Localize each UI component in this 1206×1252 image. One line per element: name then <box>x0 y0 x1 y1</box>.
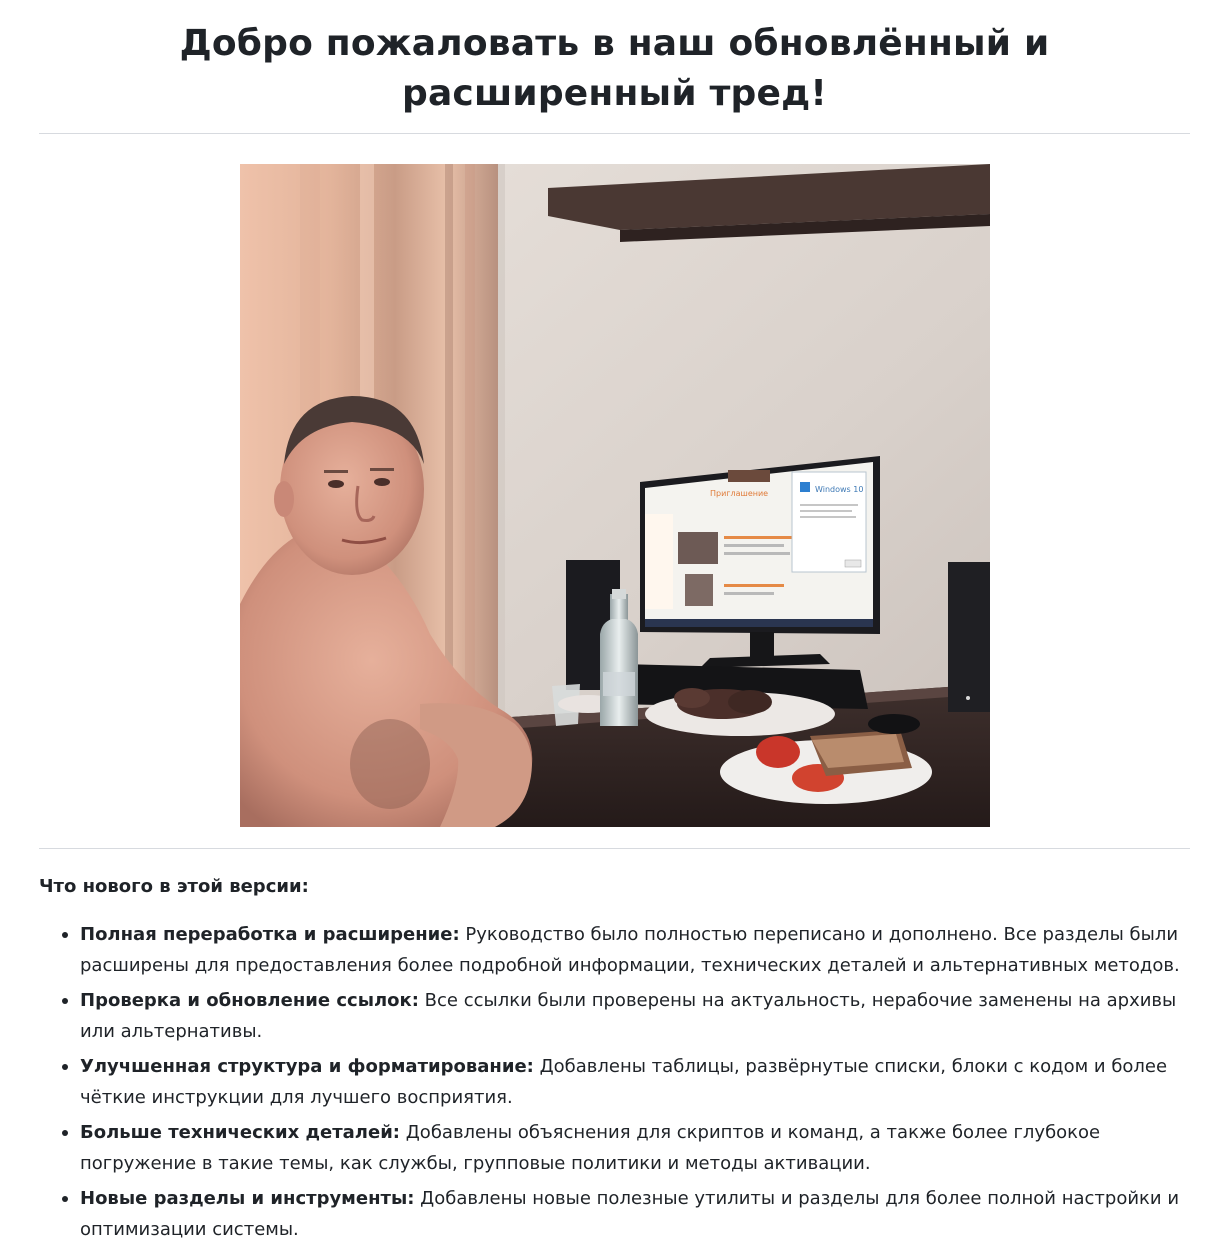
list-item-lead: Больше технических деталей: <box>80 1122 401 1143</box>
list-item <box>80 1117 1190 1179</box>
divider-top <box>39 133 1190 134</box>
list-item-lead: Новые разделы и инструменты: <box>80 1188 415 1209</box>
divider-middle <box>39 848 1190 849</box>
list-item-text: Добавлены таблицы, развёрнутые списки, блоки с кодом и более чёткие инструкции для лучшего восприятия. <box>80 1056 1168 1108</box>
article <box>39 0 1190 1249</box>
whats-new-heading: Что нового в этой версии: <box>39 876 309 897</box>
list-item-text: Руководство было полностью переписано и дополнено. Все разделы были расширены для предоставления более подробной информации, технических деталей и альтернативных методов. <box>80 924 1180 976</box>
list-item-text: Добавлены объяснения для скриптов и команд, а также более глубокое погружение в такие темы, как службы, групповые политики и методы активации. <box>80 1122 1101 1174</box>
list-item-lead: Проверка и обновление ссылок: <box>80 990 419 1011</box>
monitor-heading: Приглашение <box>709 489 768 498</box>
list-item <box>80 985 1190 1047</box>
page-title: Добро пожаловать в наш обновлённый и расширенный тред! <box>179 23 1050 114</box>
list-item <box>80 1051 1190 1113</box>
list-item <box>80 919 1190 981</box>
list-item-lead: Улучшенная структура и форматирование: <box>80 1056 534 1077</box>
list-item-lead: Полная переработка и расширение: <box>80 924 460 945</box>
hero-photo <box>240 164 990 827</box>
windows-badge: Windows 10 <box>814 485 863 494</box>
list-item <box>80 1183 1190 1245</box>
changes-list <box>39 919 1190 1245</box>
list-item-text: Добавлены новые полезные утилиты и разделы для более полной настройки и оптимизации системы. <box>80 1188 1180 1240</box>
list-item-text: Все ссылки были проверены на актуальность, нерабочие заменены на архивы или альтернативы. <box>80 990 1177 1042</box>
